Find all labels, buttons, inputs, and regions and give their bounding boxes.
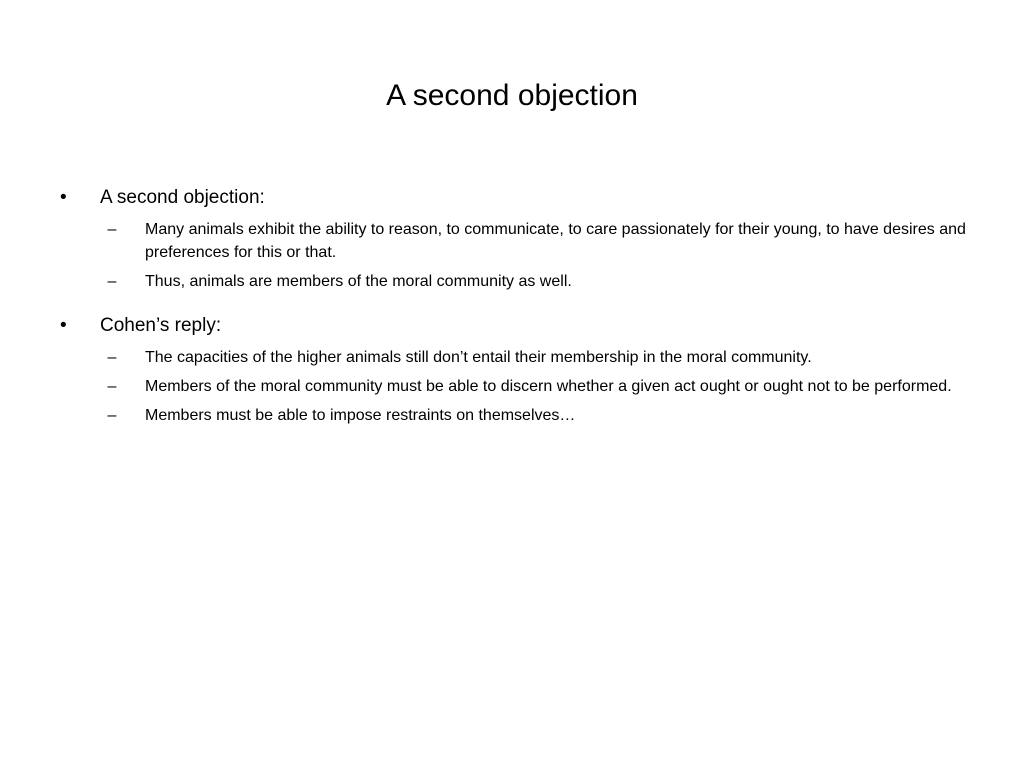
- bullet-text: A second objection:: [100, 187, 265, 208]
- bullet-text: Cohen’s reply:: [100, 315, 222, 336]
- sub-list: [100, 346, 976, 427]
- dash-marker: –: [107, 221, 117, 238]
- sub-bullet: [100, 346, 976, 369]
- sub-bullet-text: Members must be able to impose restraints on themselves…: [145, 407, 576, 424]
- sub-bullet: [100, 375, 976, 398]
- slide-title: A second objection: [386, 79, 638, 112]
- bullet-objection: [56, 184, 976, 293]
- sub-bullet-text: Members of the moral community must be able to discern whether a given act ought or ought not to be performed.: [145, 378, 952, 395]
- slide-content: [56, 184, 976, 433]
- sub-bullet-text: The capacities of the higher animals still don’t entail their membership in the moral community.: [145, 349, 812, 366]
- sub-bullet: [100, 404, 976, 427]
- dash-marker: –: [107, 407, 117, 424]
- dash-marker: –: [107, 349, 117, 366]
- dash-marker: –: [107, 378, 117, 395]
- bullet-marker: •: [60, 315, 67, 336]
- bullet-marker: •: [60, 187, 67, 208]
- dash-marker: –: [107, 273, 117, 290]
- sub-bullet: [100, 270, 976, 293]
- sub-bullet-text: Many animals exhibit the ability to reason, to communicate, to care passionately for their young, to have desires and preferences for this or that.: [145, 221, 966, 261]
- sub-bullet: [100, 218, 976, 264]
- sub-list: [100, 218, 976, 293]
- bullet-reply: [56, 312, 976, 427]
- sub-bullet-text: Thus, animals are members of the moral community as well.: [145, 273, 572, 290]
